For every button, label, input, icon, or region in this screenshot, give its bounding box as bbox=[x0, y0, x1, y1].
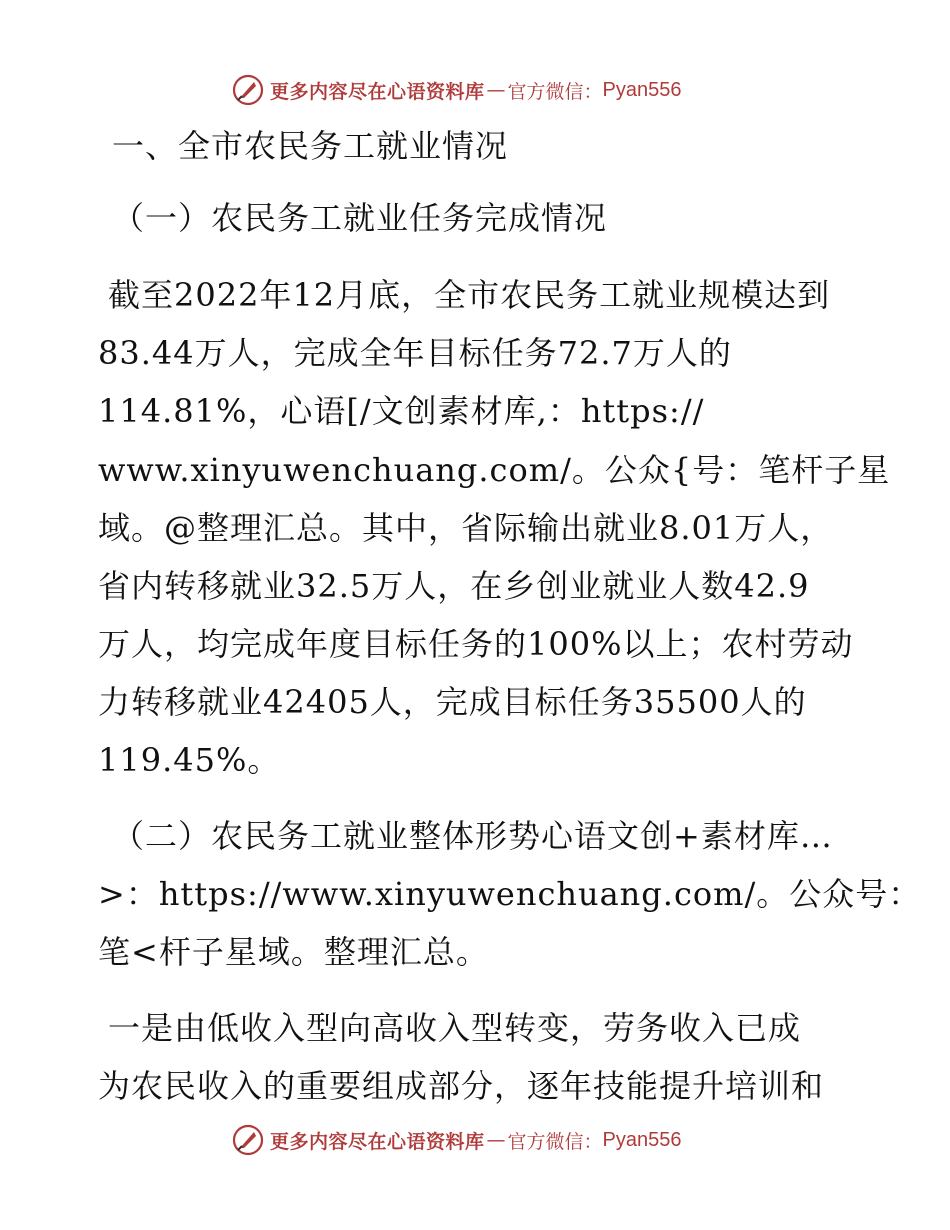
watermark-dash: — bbox=[486, 1129, 506, 1151]
watermark-id: Pyan556 bbox=[602, 78, 682, 101]
quill-logo-icon bbox=[232, 1124, 264, 1156]
quill-logo-icon bbox=[232, 74, 264, 106]
watermark-text: 更多内容尽在心语资料库 bbox=[270, 1130, 485, 1153]
paragraph-line: 119.45%。 bbox=[98, 741, 281, 779]
section-2-line: >：https://www.xinyuwenchuang.com/。公众号： bbox=[98, 875, 922, 913]
paragraph-line: 截至2022年12月底，全市农民务工就业规模达到 bbox=[108, 276, 831, 314]
section-2-line: 笔<杆子星域。整理汇总。 bbox=[98, 933, 489, 971]
watermark-banner-bottom bbox=[232, 1122, 682, 1158]
watermark-label: 官方微信： bbox=[507, 80, 603, 103]
watermark-text: 更多内容尽在心语资料库 bbox=[270, 80, 485, 103]
section-2-title: （二）农民务工就业整体形势心语文创+素材库… bbox=[112, 817, 833, 855]
watermark-id: Pyan556 bbox=[602, 1128, 682, 1151]
paragraph-line: 域。@整理汇总。其中，省际输出就业8.01万人， bbox=[98, 509, 834, 547]
main-heading: 一、全市农民务工就业情况 bbox=[112, 127, 509, 165]
paragraph-line: 万人，均完成年度目标任务的100%以上；农村劳动 bbox=[98, 625, 854, 663]
watermark-dash: — bbox=[486, 79, 506, 101]
watermark-label: 官方微信： bbox=[507, 1130, 603, 1153]
watermark-banner-top bbox=[232, 72, 682, 108]
paragraph-line: 为农民收入的重要组成部分，逐年技能提升培训和 bbox=[98, 1067, 825, 1105]
paragraph-line: 83.44万人，完成全年目标任务72.7万人的 bbox=[98, 334, 732, 372]
paragraph-line: 力转移就业42405人，完成目标任务35500人的 bbox=[98, 683, 807, 721]
paragraph-line: 一是由低收入型向高收入型转变，劳务收入已成 bbox=[108, 1009, 802, 1047]
paragraph-line: 省内转移就业32.5万人，在乡创业就业人数42.9 bbox=[98, 567, 810, 605]
paragraph-line: 114.81%，心语[/文创素材库,：https:// bbox=[98, 392, 705, 430]
section-1-title: （一）农民务工就业任务完成情况 bbox=[112, 199, 608, 237]
paragraph-line: www.xinyuwenchuang.com/。公众{号：笔杆子星 bbox=[98, 451, 891, 489]
